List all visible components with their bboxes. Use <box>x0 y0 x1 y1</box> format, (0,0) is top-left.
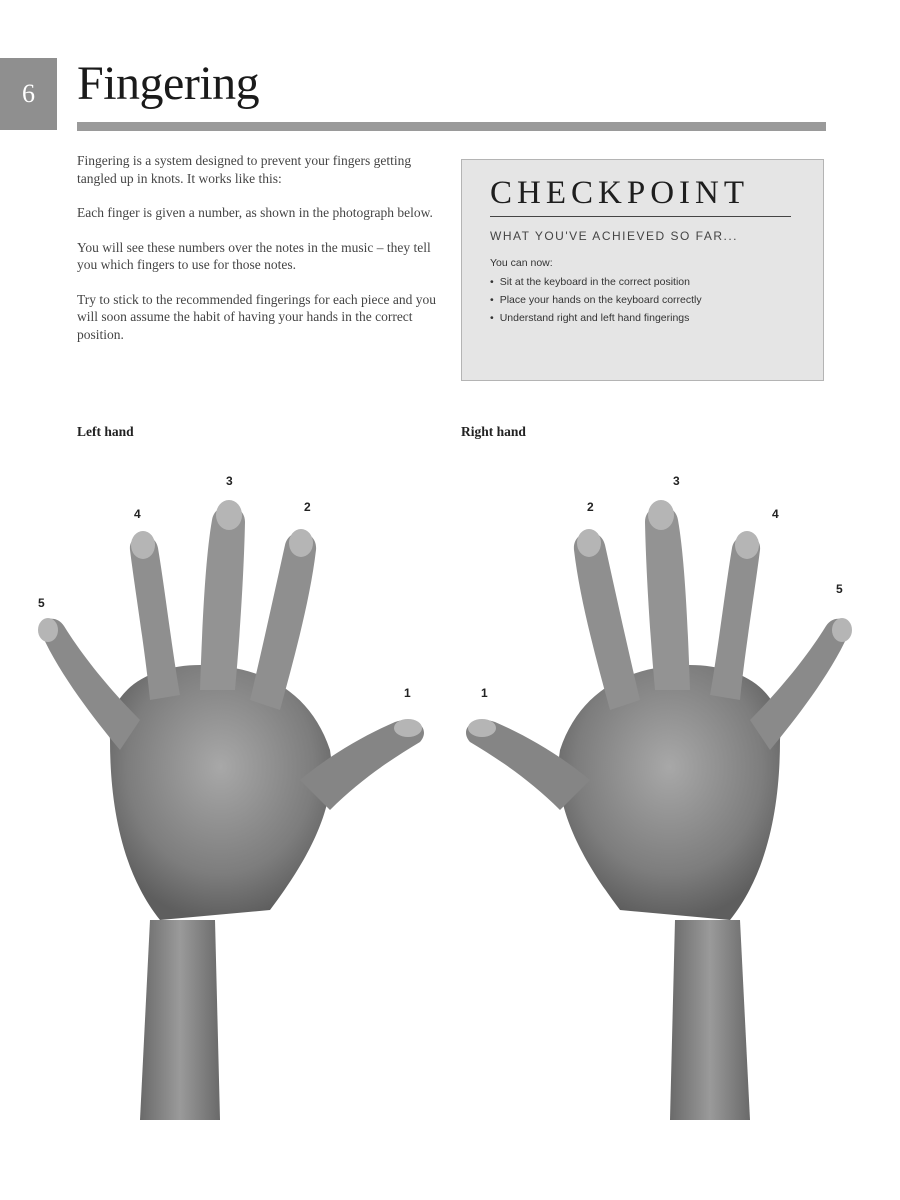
checkpoint-box <box>461 159 824 381</box>
intro-paragraph: Try to stick to the recommended fingerings for each piece and you will soon assume the habit of having your hands in the correct position. <box>77 291 437 342</box>
right-hand-image <box>466 500 852 1120</box>
checkpoint-item: • Understand right and left hand fingerings <box>490 309 795 327</box>
title-rule <box>77 122 826 131</box>
right-finger-5-number: 5 <box>836 582 843 596</box>
left-hand-label: Left hand <box>77 424 134 439</box>
checkpoint-title: CHECKPOINT <box>490 175 750 211</box>
left-finger-5-number: 5 <box>38 596 45 610</box>
right-finger-3-number: 3 <box>673 474 680 488</box>
page-title: Fingering <box>77 57 260 110</box>
left-finger-2-number: 2 <box>304 500 311 514</box>
left-finger-1-number: 1 <box>404 686 411 700</box>
checkpoint-item: • Sit at the keyboard in the correct position <box>490 273 795 291</box>
left-finger-3-number: 3 <box>226 474 233 488</box>
left-finger-4-number: 4 <box>134 507 141 521</box>
intro-text <box>77 152 437 360</box>
intro-paragraph: You will see these numbers over the notes in the music – they tell you which fingers to use for those notes. <box>77 239 431 272</box>
hands-photo <box>0 450 900 1140</box>
checkpoint-list <box>490 273 795 327</box>
checkpoint-item: • Place your hands on the keyboard correctly <box>490 291 795 309</box>
right-finger-1-number: 1 <box>481 686 488 700</box>
right-finger-2-number: 2 <box>587 500 594 514</box>
right-finger-4-number: 4 <box>772 507 779 521</box>
page-number: 6 <box>0 58 57 130</box>
intro-paragraph: Fingering is a system designed to prevent your fingers getting tangled up in knots. It works like this: <box>77 153 412 186</box>
checkpoint-intro: You can now: <box>490 257 553 269</box>
right-hand-label: Right hand <box>461 424 526 439</box>
checkpoint-subtitle: WHAT YOU'VE ACHIEVED SO FAR... <box>490 229 739 243</box>
left-hand-image <box>38 500 424 1120</box>
checkpoint-divider <box>490 216 791 217</box>
intro-paragraph: Each finger is given a number, as shown in the photograph below. <box>77 205 433 220</box>
